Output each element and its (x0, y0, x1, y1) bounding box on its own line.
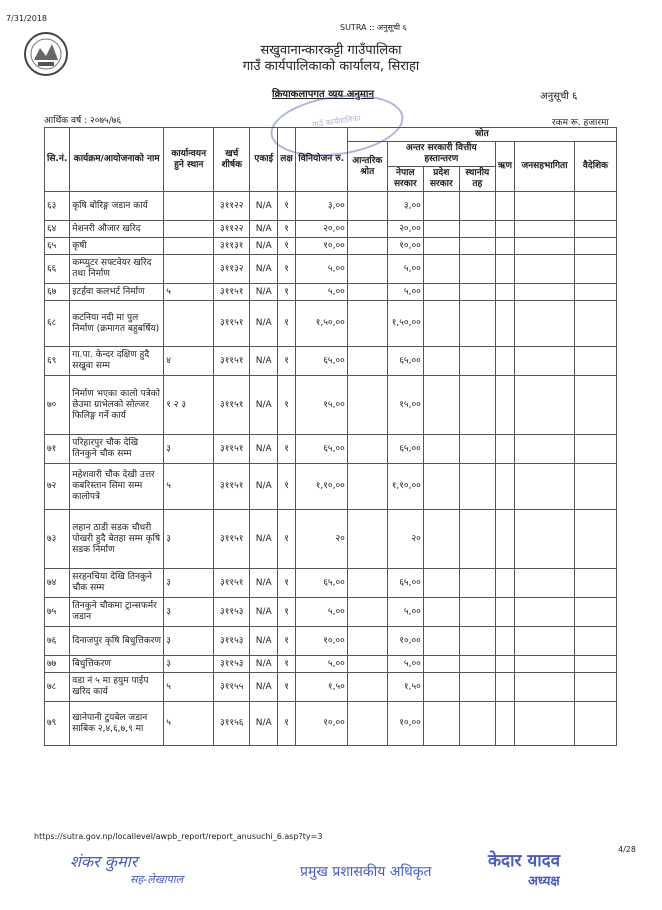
row-program-name: कृषी (70, 238, 164, 255)
row-target: १ (278, 702, 296, 746)
row-program-name: कम्प्युटर सफ्टवेयर खरिद तथा निर्माण (70, 255, 164, 284)
table-row (45, 284, 617, 301)
row-program-name: लहान ठाडी सडक चौधरी पोखरी हुदै बेतहा सम्म कृषि सडक निर्माण (70, 510, 164, 569)
row-nepal-govt: १,१०,०० (387, 464, 423, 510)
row-public-participation (515, 464, 575, 510)
table-row (45, 238, 617, 255)
row-program-name: दिनाजपुर कृषि बिधुत्तिकरण (70, 627, 164, 656)
row-local-level (459, 569, 495, 598)
row-unit: N/A (250, 301, 278, 347)
row-appropriation: ५,०० (295, 656, 347, 673)
row-appropriation: १,१०,०० (295, 464, 347, 510)
header-source: स्रोत (347, 128, 616, 142)
row-province-govt (423, 238, 459, 255)
row-local-level (459, 347, 495, 376)
row-appropriation: ५,०० (295, 598, 347, 627)
table-row (45, 255, 617, 284)
row-internal (347, 301, 387, 347)
row-location: ३ (164, 569, 214, 598)
row-sn: ७८ (45, 673, 70, 702)
header-province-govt: प्रदेश सरकार (423, 167, 459, 192)
row-loan (495, 221, 514, 238)
header-target: लक्ष (278, 128, 296, 192)
row-internal (347, 656, 387, 673)
row-unit: N/A (250, 255, 278, 284)
row-local-level (459, 255, 495, 284)
row-foreign (575, 284, 617, 301)
row-target: १ (278, 221, 296, 238)
row-loan (495, 510, 514, 569)
row-internal (347, 284, 387, 301)
row-program-name: कटनिया नदी मा पुल निर्माण (क्रमागत बहुबर्षिय) (70, 301, 164, 347)
table-row (45, 301, 617, 347)
row-loan (495, 284, 514, 301)
row-foreign (575, 627, 617, 656)
row-expense-head: ३११५१ (214, 510, 250, 569)
row-appropriation: १०,०० (295, 238, 347, 255)
row-nepal-govt: १,५० (387, 673, 423, 702)
row-location: ३ (164, 510, 214, 569)
row-nepal-govt: १,५०,०० (387, 301, 423, 347)
row-sn: ७६ (45, 627, 70, 656)
row-loan (495, 702, 514, 746)
row-province-govt (423, 656, 459, 673)
row-expense-head: ३११५१ (214, 301, 250, 347)
row-local-level (459, 510, 495, 569)
table-row (45, 192, 617, 221)
row-location (164, 192, 214, 221)
row-loan (495, 301, 514, 347)
row-nepal-govt: १०,०० (387, 702, 423, 746)
row-unit: N/A (250, 347, 278, 376)
signature-3-title: अध्यक्ष (528, 874, 560, 889)
row-program-name: महेशवारी चौक देखी उत्तर कबरिस्तान सिमा सम्म कालोपत्रे (70, 464, 164, 510)
header-location: कार्यान्वयन हुने स्थान (164, 128, 214, 192)
row-foreign (575, 510, 617, 569)
row-appropriation: १०,०० (295, 627, 347, 656)
table-row (45, 569, 617, 598)
row-internal (347, 435, 387, 464)
row-nepal-govt: ६५,०० (387, 347, 423, 376)
row-loan (495, 347, 514, 376)
row-target: १ (278, 255, 296, 284)
row-public-participation (515, 238, 575, 255)
row-unit: N/A (250, 238, 278, 255)
row-unit: N/A (250, 192, 278, 221)
row-target: १ (278, 673, 296, 702)
header-expense-head: खर्च शीर्षक (214, 128, 250, 192)
report-title: क्रियाकलापगत व्यय अनुमान (272, 89, 375, 100)
row-nepal-govt: ३,०० (387, 192, 423, 221)
row-unit: N/A (250, 435, 278, 464)
table-row (45, 376, 617, 435)
row-foreign (575, 221, 617, 238)
row-sn: ७२ (45, 464, 70, 510)
header-loan: ऋण (495, 142, 514, 192)
row-province-govt (423, 255, 459, 284)
row-loan (495, 569, 514, 598)
row-target: १ (278, 656, 296, 673)
row-nepal-govt: १५,०० (387, 376, 423, 435)
table-row (45, 464, 617, 510)
row-location: ५ (164, 464, 214, 510)
row-expense-head: ३११५१ (214, 569, 250, 598)
row-loan (495, 464, 514, 510)
row-local-level (459, 301, 495, 347)
row-appropriation: ६५,०० (295, 569, 347, 598)
row-internal (347, 376, 387, 435)
header-appropriation: विनियोजन रु. (295, 128, 347, 192)
row-public-participation (515, 192, 575, 221)
row-expense-head: ३११५६ (214, 702, 250, 746)
row-nepal-govt: ५,०० (387, 598, 423, 627)
row-public-participation (515, 284, 575, 301)
row-appropriation: २० (295, 510, 347, 569)
row-program-name: कृषि बोरिङ्ग जडान कार्य (70, 192, 164, 221)
row-unit: N/A (250, 510, 278, 569)
row-expense-head: ३११३१ (214, 238, 250, 255)
sutra-header: SUTRA :: अनुसूची ६ (340, 23, 407, 32)
row-local-level (459, 598, 495, 627)
row-unit: N/A (250, 569, 278, 598)
table-row (45, 673, 617, 702)
row-program-name: परिहारपुर चौक देखि तिनकुने चौक सम्म (70, 435, 164, 464)
row-public-participation (515, 627, 575, 656)
table-row (45, 510, 617, 569)
row-public-participation (515, 435, 575, 464)
row-nepal-govt: २०,०० (387, 221, 423, 238)
header-sn: सि.नं. (45, 128, 70, 192)
row-loan (495, 627, 514, 656)
row-foreign (575, 464, 617, 510)
row-location (164, 238, 214, 255)
signature-1-name: शंकर कुमार (70, 852, 138, 871)
row-appropriation: ५,०० (295, 255, 347, 284)
row-unit: N/A (250, 673, 278, 702)
row-target: १ (278, 464, 296, 510)
row-loan (495, 255, 514, 284)
row-location (164, 221, 214, 238)
row-location: ५ (164, 673, 214, 702)
row-unit: N/A (250, 376, 278, 435)
row-province-govt (423, 376, 459, 435)
header-intergovt: अन्तर सरकारी वित्तीय हस्तान्तरण (387, 142, 495, 167)
row-target: १ (278, 435, 296, 464)
row-public-participation (515, 656, 575, 673)
row-location: ३ (164, 656, 214, 673)
header-nepal-govt: नेपाल सरकार (387, 167, 423, 192)
row-local-level (459, 376, 495, 435)
row-expense-head: ३११५३ (214, 656, 250, 673)
row-target: १ (278, 627, 296, 656)
row-expense-head: ३११२२ (214, 221, 250, 238)
row-location (164, 301, 214, 347)
row-internal (347, 627, 387, 656)
row-public-participation (515, 347, 575, 376)
row-sn: ७७ (45, 656, 70, 673)
row-province-govt (423, 221, 459, 238)
row-program-name: गा.पा. केन्दर दक्षिण हुदै सखुवा सम्म (70, 347, 164, 376)
row-internal (347, 464, 387, 510)
row-nepal-govt: २० (387, 510, 423, 569)
row-sn: ७९ (45, 702, 70, 746)
row-target: १ (278, 510, 296, 569)
footer-url: https://sutra.gov.np/locallevel/awpb_report/report_anusuchi_6.asp?ty=3 (34, 832, 323, 841)
amount-unit: रकम रू. हजारमा (552, 118, 609, 128)
row-expense-head: ३११५३ (214, 627, 250, 656)
row-expense-head: ३११५५ (214, 673, 250, 702)
row-sn: ६७ (45, 284, 70, 301)
row-unit: N/A (250, 627, 278, 656)
row-public-participation (515, 376, 575, 435)
row-program-name: वडा नं ५ मा हयुम पाईप खरिद कार्य (70, 673, 164, 702)
row-expense-head: ३११२२ (214, 192, 250, 221)
row-province-govt (423, 284, 459, 301)
row-public-participation (515, 673, 575, 702)
row-local-level (459, 702, 495, 746)
row-local-level (459, 221, 495, 238)
row-nepal-govt: ६५,०० (387, 569, 423, 598)
row-public-participation (515, 301, 575, 347)
row-sn: ७४ (45, 569, 70, 598)
row-local-level (459, 435, 495, 464)
row-internal (347, 347, 387, 376)
row-appropriation: ३,०० (295, 192, 347, 221)
row-appropriation: ६५,०० (295, 347, 347, 376)
signature-3-name: केदार यादव (488, 851, 561, 871)
row-province-govt (423, 598, 459, 627)
row-expense-head: ३११३२ (214, 255, 250, 284)
row-nepal-govt: ५,०० (387, 656, 423, 673)
print-date: 7/31/2018 (6, 14, 48, 23)
row-loan (495, 656, 514, 673)
row-unit: N/A (250, 284, 278, 301)
row-province-govt (423, 627, 459, 656)
row-foreign (575, 301, 617, 347)
row-sn: ७५ (45, 598, 70, 627)
row-loan (495, 598, 514, 627)
row-expense-head: ३११५१ (214, 464, 250, 510)
row-foreign (575, 673, 617, 702)
annex-label: अनुसूची ६ (540, 91, 578, 102)
row-internal (347, 598, 387, 627)
row-province-govt (423, 569, 459, 598)
row-public-participation (515, 569, 575, 598)
row-foreign (575, 569, 617, 598)
row-sn: ७३ (45, 510, 70, 569)
row-unit: N/A (250, 598, 278, 627)
row-foreign (575, 435, 617, 464)
row-foreign (575, 255, 617, 284)
header-local-level: स्थानीय तह (459, 167, 495, 192)
row-internal (347, 569, 387, 598)
row-appropriation: ६५,०० (295, 435, 347, 464)
row-location: ३ (164, 435, 214, 464)
row-program-name: इटर्हवा कलभर्ट निर्माण (70, 284, 164, 301)
row-location: ५ (164, 284, 214, 301)
row-appropriation: १०,०० (295, 702, 347, 746)
row-loan (495, 376, 514, 435)
table-row (45, 598, 617, 627)
row-nepal-govt: १०,०० (387, 627, 423, 656)
signature-3 (488, 848, 560, 889)
row-nepal-govt: ५,०० (387, 255, 423, 284)
header-foreign: वैदेशिक (575, 142, 617, 192)
row-province-govt (423, 464, 459, 510)
row-local-level (459, 673, 495, 702)
row-internal (347, 192, 387, 221)
row-sn: ६६ (45, 255, 70, 284)
row-target: १ (278, 301, 296, 347)
row-target: १ (278, 347, 296, 376)
row-province-govt (423, 192, 459, 221)
row-loan (495, 673, 514, 702)
row-program-name: तिनकुने चौकमा ट्रान्सफर्मर जडान (70, 598, 164, 627)
row-sn: ६९ (45, 347, 70, 376)
row-internal (347, 673, 387, 702)
row-loan (495, 238, 514, 255)
row-foreign (575, 192, 617, 221)
row-sn: ७१ (45, 435, 70, 464)
row-location: ३ (164, 598, 214, 627)
row-program-name: निर्माण भएका कालो पत्रेको छेउमा ग्राभेलको सोल्जर फिलिङ्ग गर्ने कार्य (70, 376, 164, 435)
row-province-govt (423, 673, 459, 702)
row-target: १ (278, 569, 296, 598)
row-internal (347, 221, 387, 238)
row-location (164, 255, 214, 284)
row-province-govt (423, 301, 459, 347)
row-target: १ (278, 238, 296, 255)
row-expense-head: ३११५१ (214, 376, 250, 435)
row-local-level (459, 627, 495, 656)
row-target: १ (278, 376, 296, 435)
row-program-name: मेशनरी औजार खरिद (70, 221, 164, 238)
row-expense-head: ३११५१ (214, 284, 250, 301)
row-province-govt (423, 510, 459, 569)
row-foreign (575, 598, 617, 627)
row-internal (347, 702, 387, 746)
row-program-name: खानेपानी टुयबेल जडान साबिक २,४,६,७,९ मा (70, 702, 164, 746)
row-province-govt (423, 435, 459, 464)
row-sn: ७० (45, 376, 70, 435)
row-nepal-govt: १०,०० (387, 238, 423, 255)
row-public-participation (515, 221, 575, 238)
row-public-participation (515, 255, 575, 284)
header-unit: एकाई (250, 128, 278, 192)
office-name: गाउँ कार्यपालिकाको कार्यालय, सिराहा (242, 59, 420, 74)
table-row (45, 435, 617, 464)
row-province-govt (423, 347, 459, 376)
row-target: १ (278, 192, 296, 221)
row-expense-head: ३११५१ (214, 435, 250, 464)
row-location: ४ (164, 347, 214, 376)
row-foreign (575, 376, 617, 435)
row-local-level (459, 284, 495, 301)
table-row (45, 627, 617, 656)
signature-2-title: प्रमुख प्रशासकीय अधिकृत (300, 864, 432, 880)
row-internal (347, 510, 387, 569)
row-foreign (575, 656, 617, 673)
row-nepal-govt: ६५,०० (387, 435, 423, 464)
row-appropriation: ५,०० (295, 284, 347, 301)
stamp-text: गाउँ कार्यपालिका (311, 113, 362, 130)
header-public-participation: जनसहभागिता (515, 142, 575, 192)
page-number: 4/28 (618, 845, 636, 854)
row-public-participation (515, 510, 575, 569)
row-unit: N/A (250, 702, 278, 746)
row-expense-head: ३११५१ (214, 347, 250, 376)
row-program-name: सरहनचिया देखि तिनकुने चौक सम्म (70, 569, 164, 598)
table-row (45, 656, 617, 673)
row-location: ३ (164, 627, 214, 656)
table-row (45, 702, 617, 746)
row-local-level (459, 656, 495, 673)
signature-1 (70, 850, 183, 887)
row-loan (495, 435, 514, 464)
row-program-name: बिधुत्तिकरण (70, 656, 164, 673)
row-location: १ २ ३ (164, 376, 214, 435)
row-public-participation (515, 598, 575, 627)
row-local-level (459, 238, 495, 255)
row-public-participation (515, 702, 575, 746)
row-sn: ६३ (45, 192, 70, 221)
row-location: ५ (164, 702, 214, 746)
row-foreign (575, 702, 617, 746)
row-loan (495, 192, 514, 221)
row-sn: ६५ (45, 238, 70, 255)
row-unit: N/A (250, 656, 278, 673)
org-name: सखुवानान्कारकट्टी गाउँपालिका (260, 43, 402, 58)
row-sn: ६८ (45, 301, 70, 347)
row-province-govt (423, 702, 459, 746)
row-expense-head: ३११५३ (214, 598, 250, 627)
row-local-level (459, 192, 495, 221)
row-appropriation: १,५० (295, 673, 347, 702)
row-foreign (575, 238, 617, 255)
row-unit: N/A (250, 464, 278, 510)
row-local-level (459, 464, 495, 510)
budget-table (44, 127, 617, 746)
row-foreign (575, 347, 617, 376)
table-row (45, 221, 617, 238)
row-sn: ६४ (45, 221, 70, 238)
row-target: १ (278, 284, 296, 301)
row-internal (347, 238, 387, 255)
row-internal (347, 255, 387, 284)
row-appropriation: १,५०,०० (295, 301, 347, 347)
signature-1-title: सह-लेखापाल (130, 873, 184, 886)
header-internal: आन्तरिक श्रोत (347, 142, 387, 192)
table-row (45, 347, 617, 376)
row-appropriation: १५,०० (295, 376, 347, 435)
row-target: १ (278, 598, 296, 627)
header-program: कार्यक्रम/आयोजनाको नाम (70, 128, 164, 192)
row-appropriation: २०,०० (295, 221, 347, 238)
row-nepal-govt: ५,०० (387, 284, 423, 301)
fiscal-year: आर्थिक वर्ष : २०७५/७६ (44, 116, 122, 126)
row-unit: N/A (250, 221, 278, 238)
